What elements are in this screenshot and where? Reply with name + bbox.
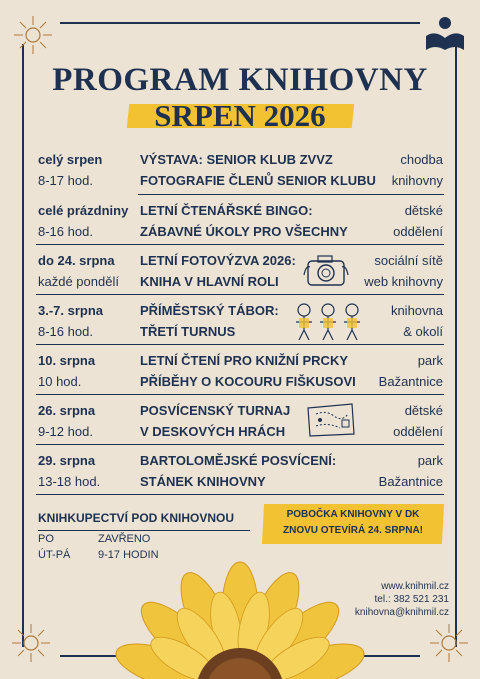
divider — [36, 394, 444, 395]
website-link[interactable]: www.knihmil.cz — [381, 581, 449, 592]
event-place: chodba knihovny — [391, 152, 443, 188]
event-place: park Bažantnice — [378, 353, 443, 389]
event-row — [38, 300, 443, 346]
event-title: LETNÍ ČTENÍ PRO KNIŽNÍ PRCKY PŘÍBĚHY O KOCOURU FIŠKUSOVI — [140, 353, 356, 389]
bookshop-hours: ZAVŘENO 9-17 HODIN — [98, 533, 159, 561]
contact-info — [355, 580, 449, 619]
divider — [138, 194, 444, 195]
email-link[interactable]: knihovna@knihmil.cz — [354, 607, 449, 618]
divider — [36, 244, 444, 245]
event-date: celý srpen 8-17 hod. — [38, 152, 103, 188]
event-row — [38, 350, 443, 396]
bookshop-title: KNIHKUPECTVÍ POD KNIHOVNOU — [38, 511, 235, 525]
branch-notice: POBOČKA KNIHOVNY V DK ZNOVU OTEVÍRÁ 24. SRPNA! — [282, 509, 424, 536]
sunflower-image — [100, 560, 380, 679]
event-title: LETNÍ FOTOVÝZVA 2026: KNIHA V HLAVNÍ ROLI — [140, 253, 296, 289]
event-date: 10. srpna 10 hod. — [38, 353, 96, 389]
page-subtitle: SRPEN 2026 — [154, 98, 326, 133]
divider — [36, 494, 444, 495]
frame-right-line — [455, 44, 457, 647]
frame-top-line — [60, 22, 420, 24]
event-row — [38, 200, 443, 246]
sun-doodle-icon — [12, 14, 54, 56]
event-title: VÝSTAVA: SENIOR KLUB ZVVZ FOTOGRAFIE ČLENŮ SENIOR KLUBU — [140, 152, 376, 188]
event-date: 26. srpna 9-12 hod. — [38, 403, 96, 439]
event-place: dětské oddělení — [393, 203, 443, 239]
event-date: do 24. srpna každé pondělí — [38, 253, 119, 289]
event-title: BARTOLOMĚJSKÉ POSVÍCENÍ: STÁNEK KNIHOVNY — [140, 453, 337, 489]
sun-doodle-icon — [10, 622, 52, 664]
frame-left-line — [22, 44, 24, 647]
event-title: POSVÍCENSKÝ TURNAJ V DESKOVÝCH HRÁCH — [140, 403, 291, 439]
event-row — [38, 400, 443, 446]
divider — [36, 294, 444, 295]
event-place: park Bažantnice — [378, 453, 443, 489]
event-row — [38, 250, 443, 296]
event-title: LETNÍ ČTENÁŘSKÉ BINGO: ZÁBAVNÉ ÚKOLY PRO VŠECHNY — [140, 203, 348, 239]
event-place: dětské oddělení — [393, 403, 443, 439]
children-icon — [292, 300, 364, 342]
sun-doodle-icon — [428, 622, 470, 664]
divider — [36, 444, 444, 445]
camera-icon — [302, 251, 350, 289]
library-logo-icon — [423, 14, 467, 54]
event-place: knihovna & okolí — [390, 303, 443, 339]
bookshop-days: PO ÚT-PÁ — [38, 533, 71, 561]
event-row — [38, 450, 443, 496]
event-date: 3.-7. srpna 8-16 hod. — [38, 303, 104, 339]
board-game-icon — [304, 400, 358, 440]
event-place: sociální sítě web knihovny — [364, 253, 443, 289]
page-title: PROGRAM KNIHOVNY — [52, 62, 428, 98]
phone-number: tel.: 382 521 231 — [374, 594, 449, 605]
event-row — [38, 149, 443, 195]
divider — [36, 344, 444, 345]
event-title: PŘÍMĚSTSKÝ TÁBOR: TŘETÍ TURNUS — [140, 303, 279, 339]
event-date: 29. srpna 13-18 hod. — [38, 453, 101, 489]
event-date: celé prázdniny 8-16 hod. — [38, 203, 129, 239]
